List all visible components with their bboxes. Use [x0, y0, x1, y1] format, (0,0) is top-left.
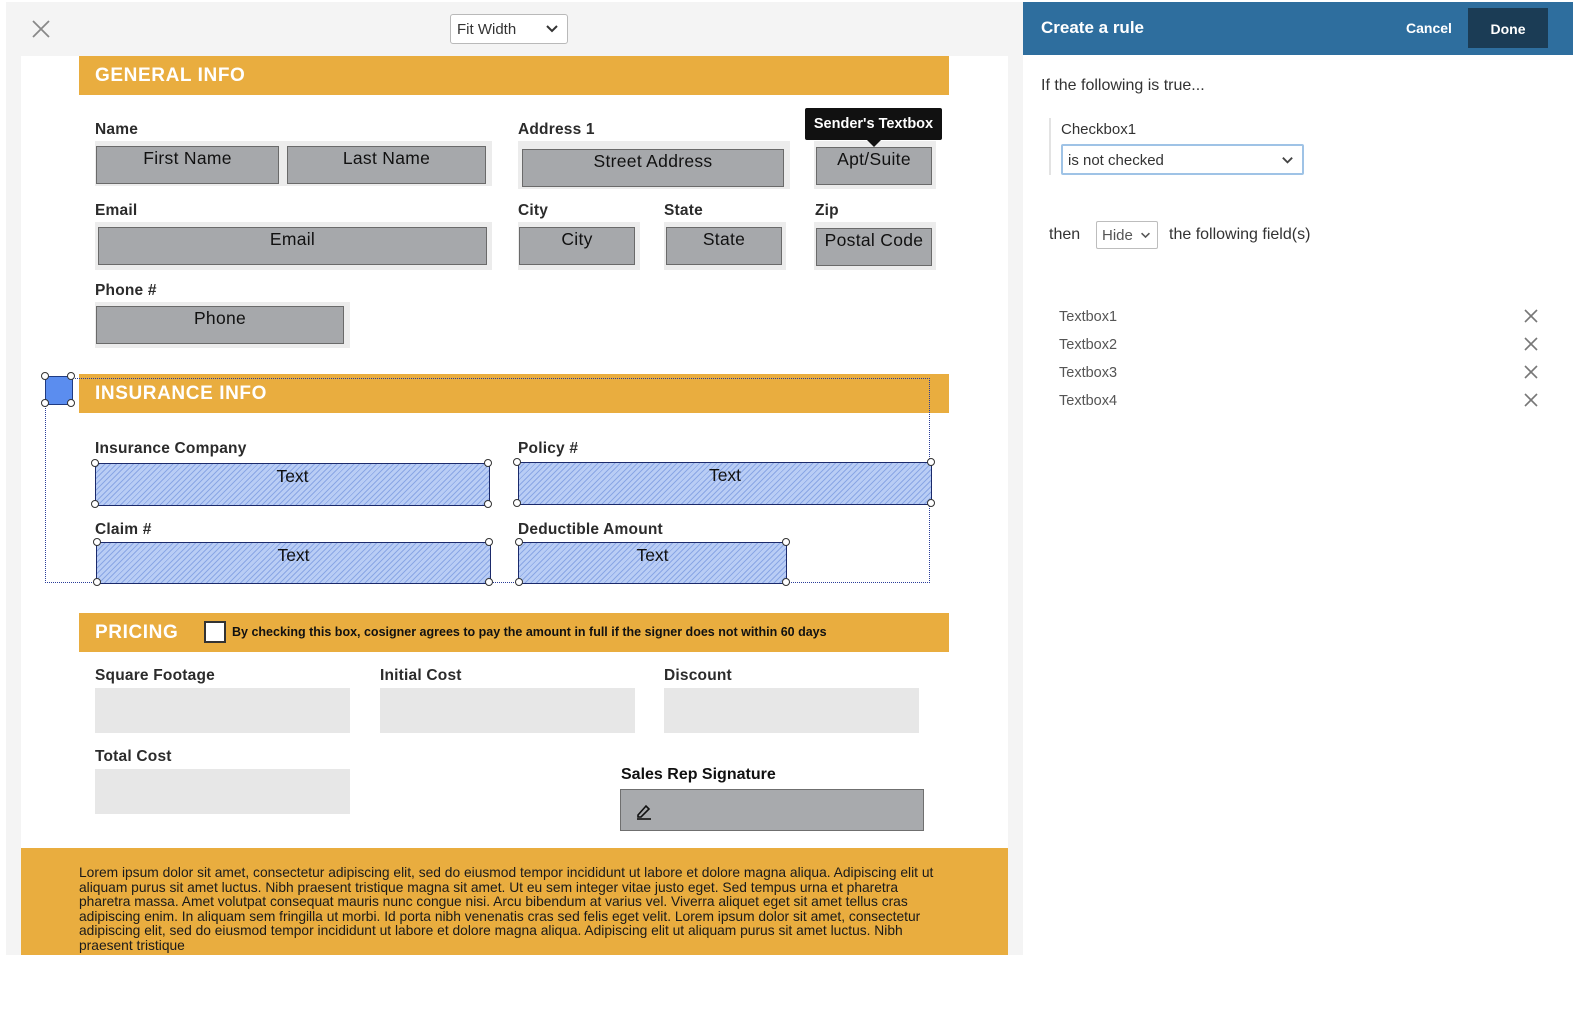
target-field-name: Textbox3	[1059, 365, 1118, 381]
name-label: Name	[95, 121, 139, 138]
target-field-row	[1059, 333, 1539, 357]
apt-suite-field[interactable]: Apt/Suite	[816, 147, 932, 185]
resize-handle[interactable]	[513, 499, 521, 507]
chevron-down-icon	[1140, 230, 1151, 241]
remove-icon[interactable]	[1523, 308, 1539, 324]
street-address-field[interactable]: Street Address	[522, 149, 784, 187]
cosigner-checkbox[interactable]	[204, 621, 226, 643]
following-text: the following field(s)	[1169, 226, 1311, 243]
resize-handle[interactable]	[91, 500, 99, 508]
discount-field[interactable]	[664, 688, 919, 733]
total-cost-label: Total Cost	[95, 748, 172, 765]
address-label: Address 1	[518, 121, 595, 138]
panel-title: Create a rule	[1041, 18, 1144, 37]
phone-field[interactable]: Phone	[96, 306, 344, 344]
resize-handle[interactable]	[41, 399, 49, 407]
deductible-label: Deductible Amount	[518, 521, 663, 538]
zip-label: Zip	[815, 202, 839, 219]
remove-icon[interactable]	[1523, 336, 1539, 352]
resize-handle[interactable]	[41, 372, 49, 380]
action-value: Hide	[1102, 227, 1133, 244]
signature-label: Sales Rep Signature	[621, 766, 776, 783]
square-footage-label: Square Footage	[95, 667, 215, 684]
state-field[interactable]: State	[666, 227, 782, 265]
last-name-field[interactable]: Last Name	[287, 146, 486, 184]
deductible-field[interactable]: Text	[518, 542, 787, 584]
insurance-company-label: Insurance Company	[95, 440, 247, 457]
claim-field[interactable]: Text	[96, 542, 491, 584]
policy-label: Policy #	[518, 440, 579, 457]
claim-label: Claim #	[95, 521, 152, 538]
action-select[interactable]	[1096, 221, 1158, 249]
field-tooltip: Sender's Textbox	[805, 108, 942, 140]
resize-handle[interactable]	[513, 458, 521, 466]
policy-field[interactable]: Text	[518, 462, 932, 505]
email-field[interactable]: Email	[98, 227, 487, 265]
discount-label: Discount	[664, 667, 732, 684]
resize-handle[interactable]	[782, 538, 790, 546]
resize-handle[interactable]	[484, 459, 492, 467]
resize-handle[interactable]	[93, 538, 101, 546]
resize-handle[interactable]	[485, 538, 493, 546]
document-page	[21, 56, 1008, 955]
cosigner-note: By checking this box, cosigner agrees to pay the amount in full if the signer does not within 60 days	[232, 625, 827, 639]
done-button[interactable]: Done	[1468, 8, 1548, 48]
resize-handle[interactable]	[67, 372, 75, 380]
state-label: State	[664, 202, 703, 219]
condition-field-label: Checkbox1	[1061, 121, 1137, 138]
editor-toolbar	[6, 2, 1023, 56]
target-field-row	[1059, 361, 1539, 385]
insurance-company-field[interactable]: Text	[95, 463, 490, 506]
chevron-down-icon	[545, 22, 559, 36]
target-field-row	[1059, 305, 1539, 329]
panel-header	[1023, 2, 1573, 55]
city-label: City	[518, 202, 549, 219]
zoom-value: Fit Width	[457, 21, 517, 38]
cancel-button[interactable]: Cancel	[1406, 20, 1452, 36]
footer-text: Lorem ipsum dolor sit amet, consectetur adipiscing elit, sed do eiusmod tempor incididunt ut labore et dolore magna aliqua. Adipiscing elit ut aliquam purus sit amet luctus. Nibh praesent tristique magna sit amet. Ut eu sem integer vitae justo eget. Sed tempus urna et pharetra pharetra massa. Amet volutpat consequat mauris nunc congue nisi. Arcu bibendum at varius vel. Viverra aliquet eget sit amet tellus cras adipiscing enim. In aliquam sem fringilla ut morbi. Id porta nibh venenatis cras sed felis eget velit. Lorem ipsum dolor sit amet, consectetur adipiscing elit, sed do eiusmod tempor incididunt ut labore et dolore magna aliqua. Adipiscing elit ut aliquam purus sit amet luctus. Nibh praesent tristique	[79, 865, 934, 953]
condition-select[interactable]	[1061, 144, 1304, 175]
resize-handle[interactable]	[515, 578, 523, 586]
chevron-down-icon	[1281, 154, 1294, 167]
then-text: then	[1049, 226, 1081, 243]
general-info-header: GENERAL INFO	[79, 56, 949, 95]
pricing-header: PRICING	[79, 613, 949, 652]
phone-label: Phone #	[95, 282, 157, 299]
target-field-name: Textbox1	[1059, 309, 1118, 325]
resize-handle[interactable]	[927, 499, 935, 507]
target-field-row	[1059, 389, 1539, 413]
target-field-name: Textbox2	[1059, 337, 1118, 353]
condition-value: is not checked	[1068, 152, 1164, 169]
resize-handle[interactable]	[927, 458, 935, 466]
if-text: If the following is true...	[1041, 77, 1205, 94]
document-viewport[interactable]	[21, 56, 1008, 955]
insurance-info-header: INSURANCE INFO	[79, 374, 949, 413]
first-name-field[interactable]: First Name	[96, 146, 279, 184]
city-field[interactable]: City	[519, 227, 635, 265]
rule-panel	[1023, 2, 1586, 1014]
postal-code-field[interactable]: Postal Code	[816, 228, 932, 266]
condition-divider	[1049, 118, 1051, 175]
square-footage-field[interactable]	[95, 688, 350, 733]
resize-handle[interactable]	[782, 578, 790, 586]
email-label: Email	[95, 202, 138, 219]
zoom-select[interactable]	[450, 14, 568, 44]
footer-band	[21, 848, 1008, 955]
remove-icon[interactable]	[1523, 364, 1539, 380]
resize-handle[interactable]	[91, 459, 99, 467]
target-field-name: Textbox4	[1059, 393, 1118, 409]
resize-handle[interactable]	[93, 578, 101, 586]
initial-cost-label: Initial Cost	[380, 667, 462, 684]
resize-handle[interactable]	[485, 578, 493, 586]
resize-handle[interactable]	[67, 399, 75, 407]
resize-handle[interactable]	[515, 538, 523, 546]
resize-handle[interactable]	[484, 500, 492, 508]
document-editor	[6, 2, 1023, 955]
close-icon[interactable]	[30, 18, 52, 40]
pen-icon	[635, 802, 653, 820]
remove-icon[interactable]	[1523, 392, 1539, 408]
signature-field[interactable]	[620, 789, 924, 831]
total-cost-field[interactable]	[95, 769, 350, 814]
initial-cost-field[interactable]	[380, 688, 635, 733]
